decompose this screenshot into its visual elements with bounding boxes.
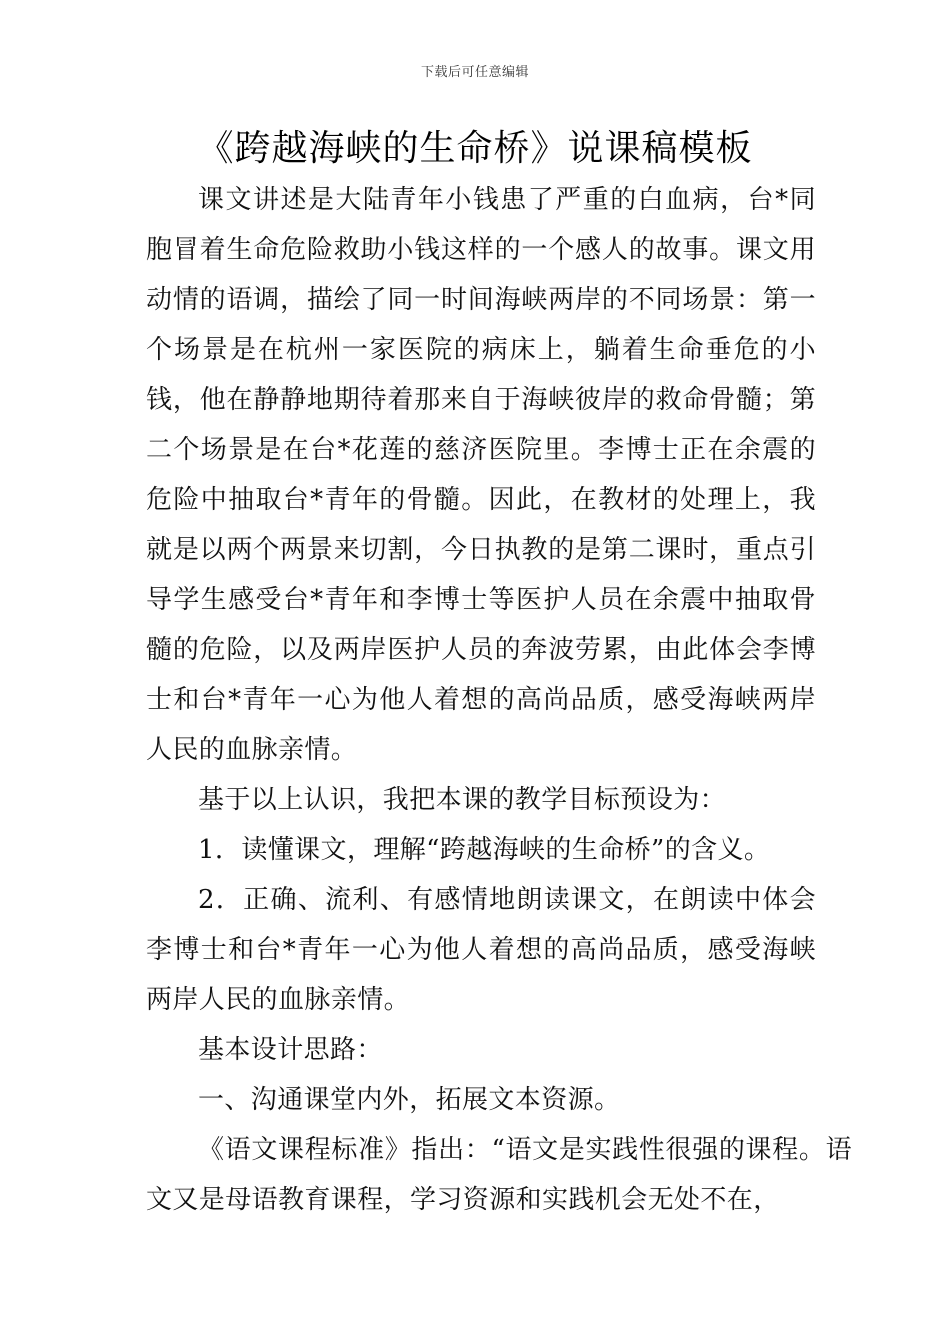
paragraph-standard-quote: 《语文课程标准》指出：“语文是实践性很强的课程。语文又是母语教育课程，学习资源和实践机会无处不在， — [146, 1135, 852, 1215]
document-title: 《跨越海峡的生命桥》说课稿模板 — [197, 128, 753, 169]
paragraph-goal-1: 1．读懂课文，理解“跨越海峡的生命桥”的含义。 — [198, 835, 771, 865]
paragraph-section-1-heading: 一、沟通课堂内外，拓展文本资源。 — [198, 1085, 621, 1115]
paragraph-goals-intro: 基于以上认识，我把本课的教学目标预设为： — [198, 785, 727, 815]
paragraph-design-heading: 基本设计思路： — [198, 1035, 383, 1065]
paragraph-intro: 课文讲述是大陆青年小钱患了严重的白血病，台*同胞冒着生命危险救助小钱这样的一个感人的故事。课文用动情的语调，描绘了同一时间海峡两岸的不同场景：第一个场景是在杭州一家医院的病床上，躺着生命垂危的小钱，他在静静地期待着那来自于海峡彼岸的救命骨髓；第二个场景是在台*花莲的慈济医院里。李博士正在余震的危险中抽取台*青年的骨髓。因此，在教材的处理上，我就是以两个两景来切割，今日执教的是第二课时，重点引导学生感受台*青年和李博士等医护人员在余震中抽取骨髓的危险，以及两岸医护人员的奔波劳累，由此体会李博士和台*青年一心为他人着想的高尚品质，感受海峡两岸人民的血脉亲情。 — [146, 185, 816, 765]
header-note: 下载后可任意编辑 — [420, 65, 529, 80]
paragraph-goal-2: 2．正确、流利、有感情地朗读课文，在朗读中体会李博士和台*青年一心为他人着想的高尚品质，感受海峡两岸人民的血脉亲情。 — [146, 885, 816, 1015]
document-body — [146, 175, 852, 1225]
